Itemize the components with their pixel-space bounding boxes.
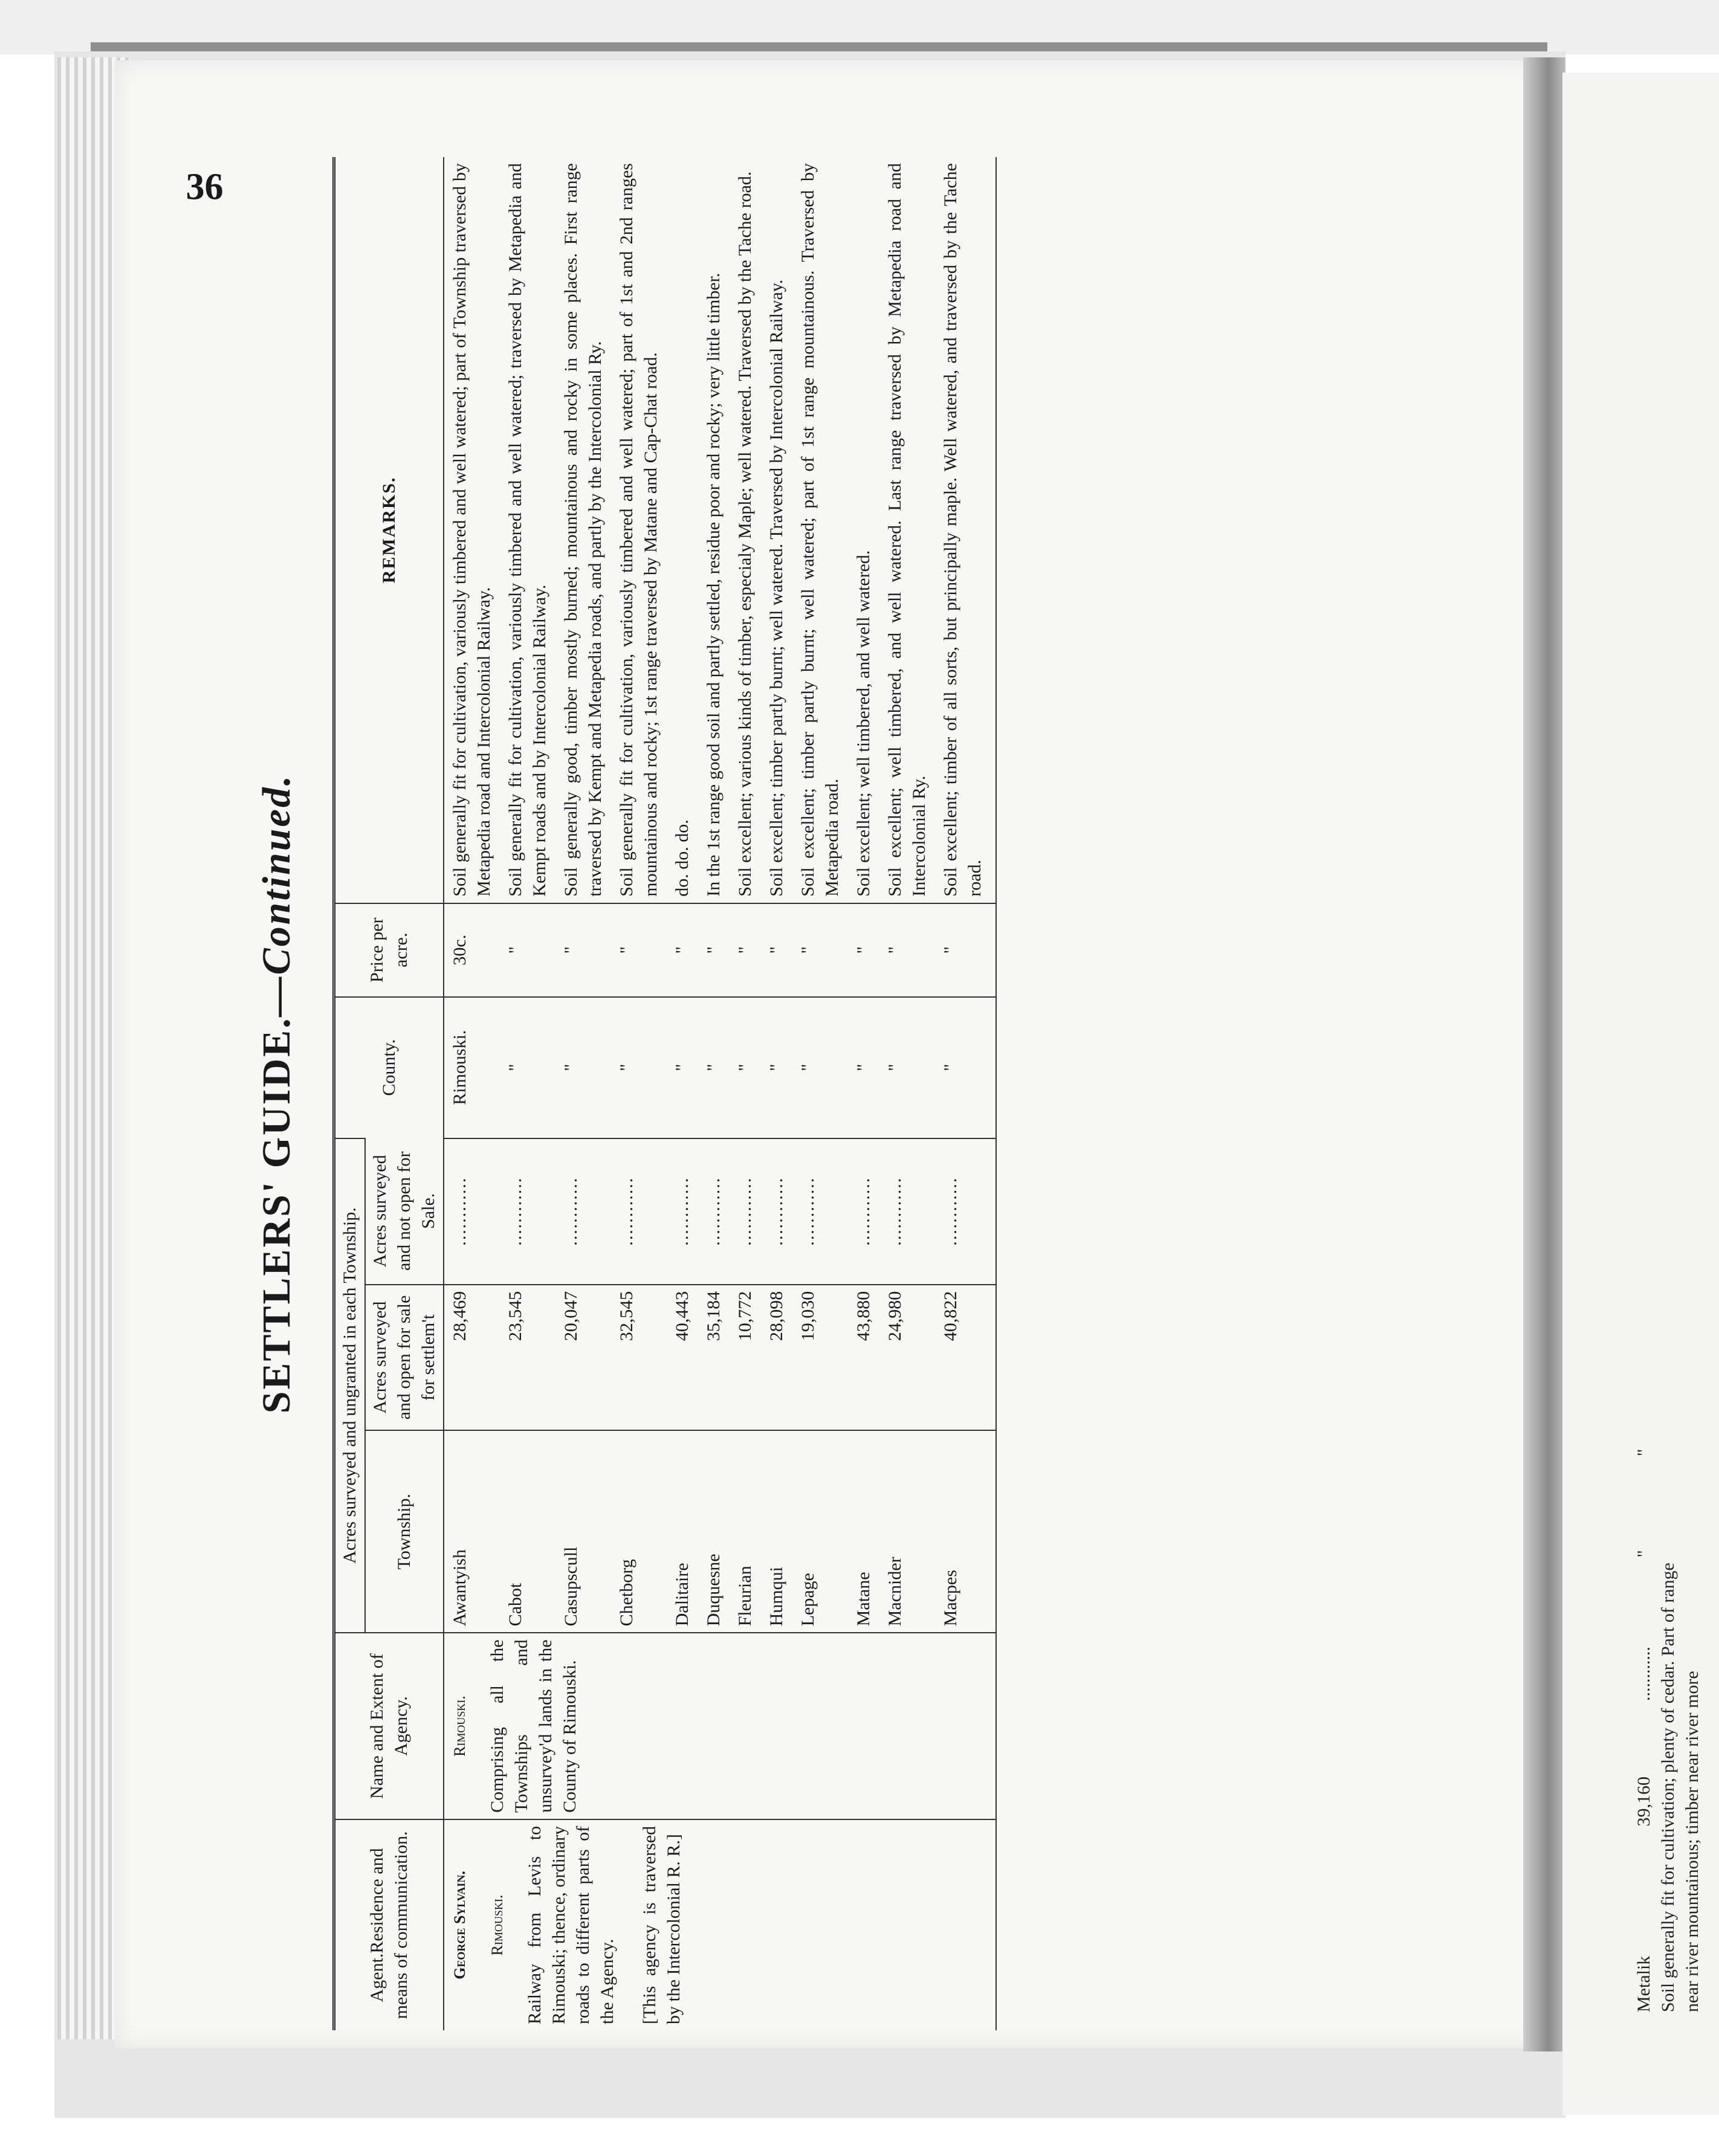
agent-note: [This agency is traversed by the Intercolonial R. R.] [639, 1825, 684, 2024]
price-cell: " [667, 903, 698, 997]
price-cell: " [848, 903, 879, 997]
acres-open-cell: 40,822 [935, 1285, 991, 1430]
county-cell: " [555, 997, 611, 1138]
price-cell: " [935, 903, 991, 997]
township-cell: Humqui [761, 1430, 792, 1633]
remarks-cell: Soil generally good, timber mostly burned; mountainous and rocky in some places. First range traversed by Kempt and Metapedia roads, and partly by the Intercolonial Ry. [561, 163, 605, 897]
header-price: Price per acre. [334, 903, 444, 997]
acres-not-open-cell: ............ [500, 1138, 555, 1285]
book-gutter [1523, 57, 1565, 2051]
remarks-cell: Soil generally fit for cultivation, variously timbered and well watered; part of Township traversed by Metapedia road and Intercolonial Railway. [450, 163, 494, 897]
county-cell: " [848, 997, 879, 1138]
acres-open-cell: 10,772 [730, 1285, 761, 1430]
acres-open-cell: 28,098 [761, 1285, 792, 1430]
acres-open-cell: 40,443 [667, 1285, 698, 1430]
table-bottom-rule [991, 157, 996, 2030]
county-cell: " [730, 997, 761, 1138]
remarks-cell: do. do. do. [672, 819, 692, 897]
price-cell: " [792, 903, 848, 997]
agency-cell [444, 1633, 991, 1819]
township-cell: Macnider [879, 1430, 935, 1633]
price-cell: " [879, 903, 935, 997]
header-township: Township. [365, 1430, 444, 1633]
acres-open-cell: 43,880 [848, 1285, 879, 1430]
acres-not-open-cell: ............ [935, 1138, 991, 1285]
agent-name: George Sylvain. [451, 1871, 468, 1980]
price-cell: " [555, 903, 611, 997]
township-cell: Casupscull [555, 1430, 611, 1633]
facing-acres-open: 39,160 [1634, 1777, 1654, 1827]
acres-not-open-cell: ............ [879, 1138, 935, 1285]
acres-not-open-cell: ............ [667, 1138, 698, 1285]
township-cell: Dalitaire [667, 1430, 698, 1633]
remarks-cell: Soil generally fit for cultivation, variously timbered and well watered; part of 1st and 2nd ranges mountainous and rocky; 1st range traversed by Matane and Cap-Chat road. [617, 163, 661, 897]
header-agent: Agent.Residence and means of communication. [334, 1819, 444, 2030]
facing-township: Metalik [1634, 1955, 1654, 2012]
price-cell: 30c. [444, 903, 500, 997]
table-body [444, 157, 996, 2030]
county-cell: " [500, 997, 555, 1138]
facing-remarks: Soil generally fit for cultivation; plenty of cedar. Part of range near river mountainous; timber near river more [1658, 1563, 1702, 2012]
township-cell: Matane [848, 1430, 879, 1633]
county-cell: " [792, 997, 848, 1138]
agency-extent: Comprising all the Townships and unsurvey'd lands in the County of Rimouski. [487, 1639, 580, 1813]
remarks-cell: Soil excellent; well timbered, and well watered. Last range traversed by Metapedia road and Intercolonial Ry. [885, 163, 929, 897]
agent-residence: Rimouski. [488, 1894, 506, 1956]
township-cell: Fleurian [730, 1430, 761, 1633]
rotated-table-block [186, 157, 1487, 2030]
acres-open-cell: 32,545 [611, 1285, 667, 1430]
acres-open-cell: 28,469 [444, 1285, 500, 1430]
acres-open-cell: 19,030 [792, 1285, 848, 1430]
header-county: County. [334, 997, 444, 1138]
table-row [444, 157, 500, 2030]
acres-not-open-cell: ............ [792, 1138, 848, 1285]
header-remarks: REMARKS. [334, 157, 444, 903]
page-number: 36 [186, 166, 224, 208]
remarks-cell: Soil generally fit for cultivation, variously timbered and well watered; traversed by Metapedia and Kempt roads and by Intercolonial Railway. [505, 163, 549, 897]
acres-open-cell: 23,545 [500, 1285, 555, 1430]
acres-not-open-cell: ............ [555, 1138, 611, 1285]
county-cell: " [698, 997, 730, 1138]
township-cell: Cabot [500, 1430, 555, 1633]
township-cell: Duquesne [698, 1430, 730, 1633]
acres-open-cell: 35,184 [698, 1285, 730, 1430]
agency-name: Rimouski. [451, 1696, 468, 1757]
agent-cell [444, 1819, 991, 2030]
remarks-cell: In the 1st range good soil and partly settled, residue poor and rocky; very little timber. [704, 273, 724, 897]
settlers-guide-table [332, 157, 997, 2030]
county-cell: Rimouski. [444, 997, 500, 1138]
acres-open-cell: 24,980 [879, 1285, 935, 1430]
price-cell: " [500, 903, 555, 997]
facing-page-row [1632, 925, 1704, 2012]
price-cell: " [698, 903, 730, 997]
remarks-cell: Soil excellent; timber of all sorts, but principally maple. Well watered, and traversed by the Tache road. [940, 163, 985, 897]
township-cell: Macpes [935, 1430, 991, 1633]
price-cell: " [730, 903, 761, 997]
county-cell: " [879, 997, 935, 1138]
header-acres-not-open: Acres surveyed and not open for Sale. [365, 1138, 444, 1285]
acres-not-open-cell: ............ [444, 1138, 500, 1285]
remarks-cell: Soil excellent; well timbered, and well watered. [853, 550, 873, 897]
county-cell: " [935, 997, 991, 1138]
facing-acres-not-open: ............ [1634, 1647, 1654, 1701]
page-title [254, 157, 300, 2030]
acres-not-open-cell: ............ [761, 1138, 792, 1285]
county-cell: " [761, 997, 792, 1138]
township-cell: Lepage [792, 1430, 848, 1633]
acres-not-open-cell: ............ [611, 1138, 667, 1285]
remarks-cell: Soil excellent; various kinds of timber, especialy Maple; well watered. Traversed by the Tache road. [735, 171, 755, 897]
facing-price: " [1634, 1448, 1654, 1456]
price-cell: " [761, 903, 792, 997]
township-cell: Awantyish [444, 1430, 500, 1633]
title-main: SETTLERS' GUIDE. [254, 1016, 299, 1414]
acres-not-open-cell: ............ [848, 1138, 879, 1285]
agent-communication: Railway from Levis to Rimouski; thence, ordinary roads to different parts of the Agency. [525, 1825, 617, 2024]
acres-not-open-cell: ............ [730, 1138, 761, 1285]
title-continued: —Continued. [254, 773, 299, 1017]
header-agency: Name and Extent of Agency. [334, 1633, 444, 1819]
county-cell: " [611, 997, 667, 1138]
acres-open-cell: 20,047 [555, 1285, 611, 1430]
acres-not-open-cell: ............ [698, 1138, 730, 1285]
county-cell: " [667, 997, 698, 1138]
price-cell: " [611, 903, 667, 997]
remarks-cell: Soil excellent; timber partly burnt; well watered; part of 1st range mountainous. Traversed by Metapedia road. [798, 163, 842, 897]
remarks-cell: Soil excellent; timber partly burnt; well watered. Traversed by Intercolonial Railway. [766, 279, 786, 897]
facing-county: " [1634, 1550, 1654, 1558]
header-acres-group: Acres surveyed and ungranted in each Township. [334, 1138, 366, 1633]
header-acres-open: Acres surveyed and open for sale for settlem't [365, 1285, 444, 1430]
township-cell: Chetborg [611, 1430, 667, 1633]
